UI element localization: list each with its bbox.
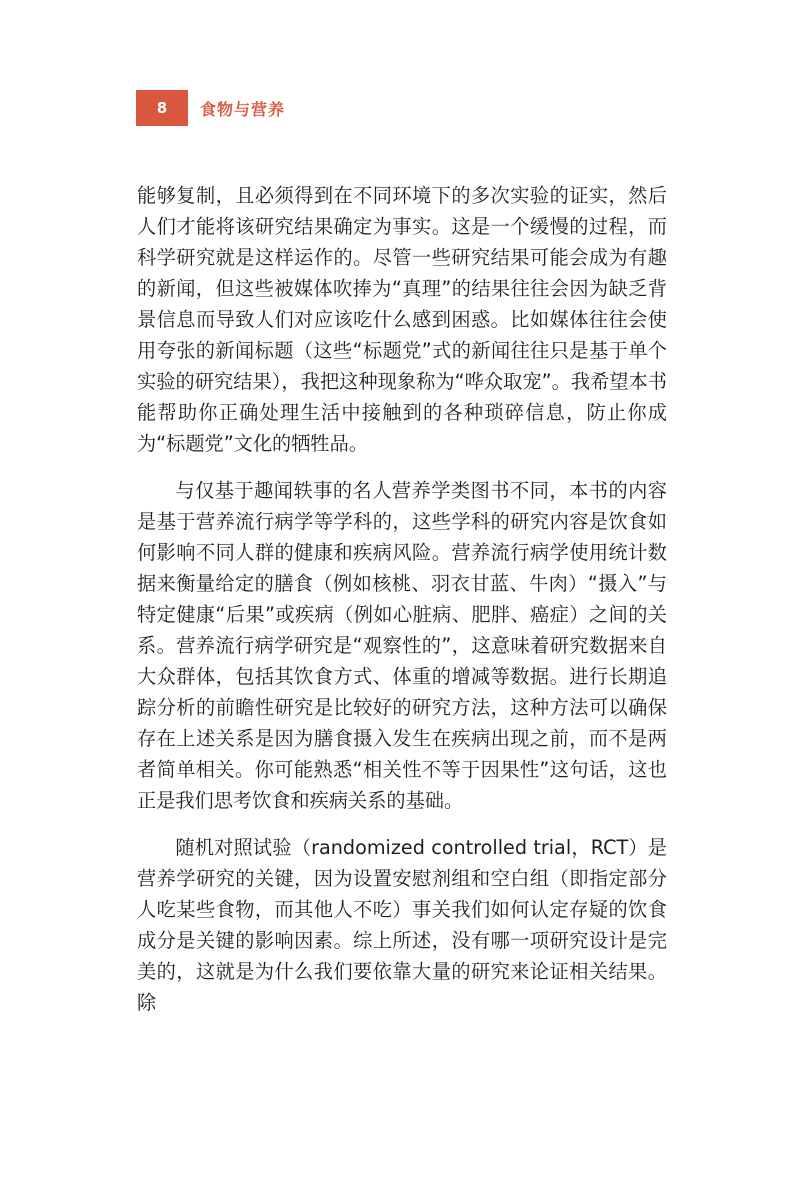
page-number: 8: [156, 99, 168, 117]
paragraph-nutritional-epidemiology: 与仅基于趣闻轶事的名人营养学类图书不同，本书的内容是基于营养流行病学等学科的，这些学科的研究内容是饮食如何影响不同人群的健康和疾病风险。营养流行病学使用统计数据来衡量给定的膳食（例如核桃、羽衣甘蓝、牛肉）“摄入”与特定健康“后果”或疾病（例如心脏病、肥胖、癌症）之间的关系。营养流行病学研究是“观察性的”，这意味着研究数据来自大众群体，包括其饮食方式、体重的增减等数据。进行长期追踪分析的前瞻性研究是比较好的研究方法，这种方法可以确保存在上述关系是因为膳食摄入发生在疾病出现之前，而不是两者简单相关。你可能熟悉“相关性不等于因果性”这句话，这也正是我们思考饮食和疾病关系的基础。: [137, 479, 667, 812]
page-number-badge: [136, 90, 188, 126]
running-header: [136, 90, 285, 126]
chapter-title: 食物与营养: [200, 99, 286, 119]
paragraph-continued: 能够复制，且必须得到在不同环境下的多次实验的证实，然后人们才能将该研究结果确定为事实。这是一个缓慢的过程，而科学研究就是这样运作的。尽管一些研究结果可能会成为有趣的新闻，但这些被媒体吹捧为“真理”的结果往往会因为缺乏背景信息而导致人们对应该吃什么感到困惑。比如媒体往往会使用夸张的新闻标题（这些“标题党”式的新闻往往只是基于单个实验的研究结果），我把这种现象称为“哗众取宠”。我希望本书能帮助你正确处理生活中接触到的各种琐碎信息，防止你成为“标题党”文化的牺牲品。: [137, 184, 667, 455]
paragraph-rct: 随机对照试验（randomized controlled trial，RCT）是营养学研究的关键，因为设置安慰剂组和空白组（即指定部分人吃某些食物，而其他人不吃）事关我们如何认定存疑的饮食成分是关键的影响因素。综上所述，没有哪一项研究设计是完美的，这就是为什么我们要依靠大量的研究来论证相关结果。除: [137, 836, 667, 1014]
body-text: [137, 180, 667, 1034]
